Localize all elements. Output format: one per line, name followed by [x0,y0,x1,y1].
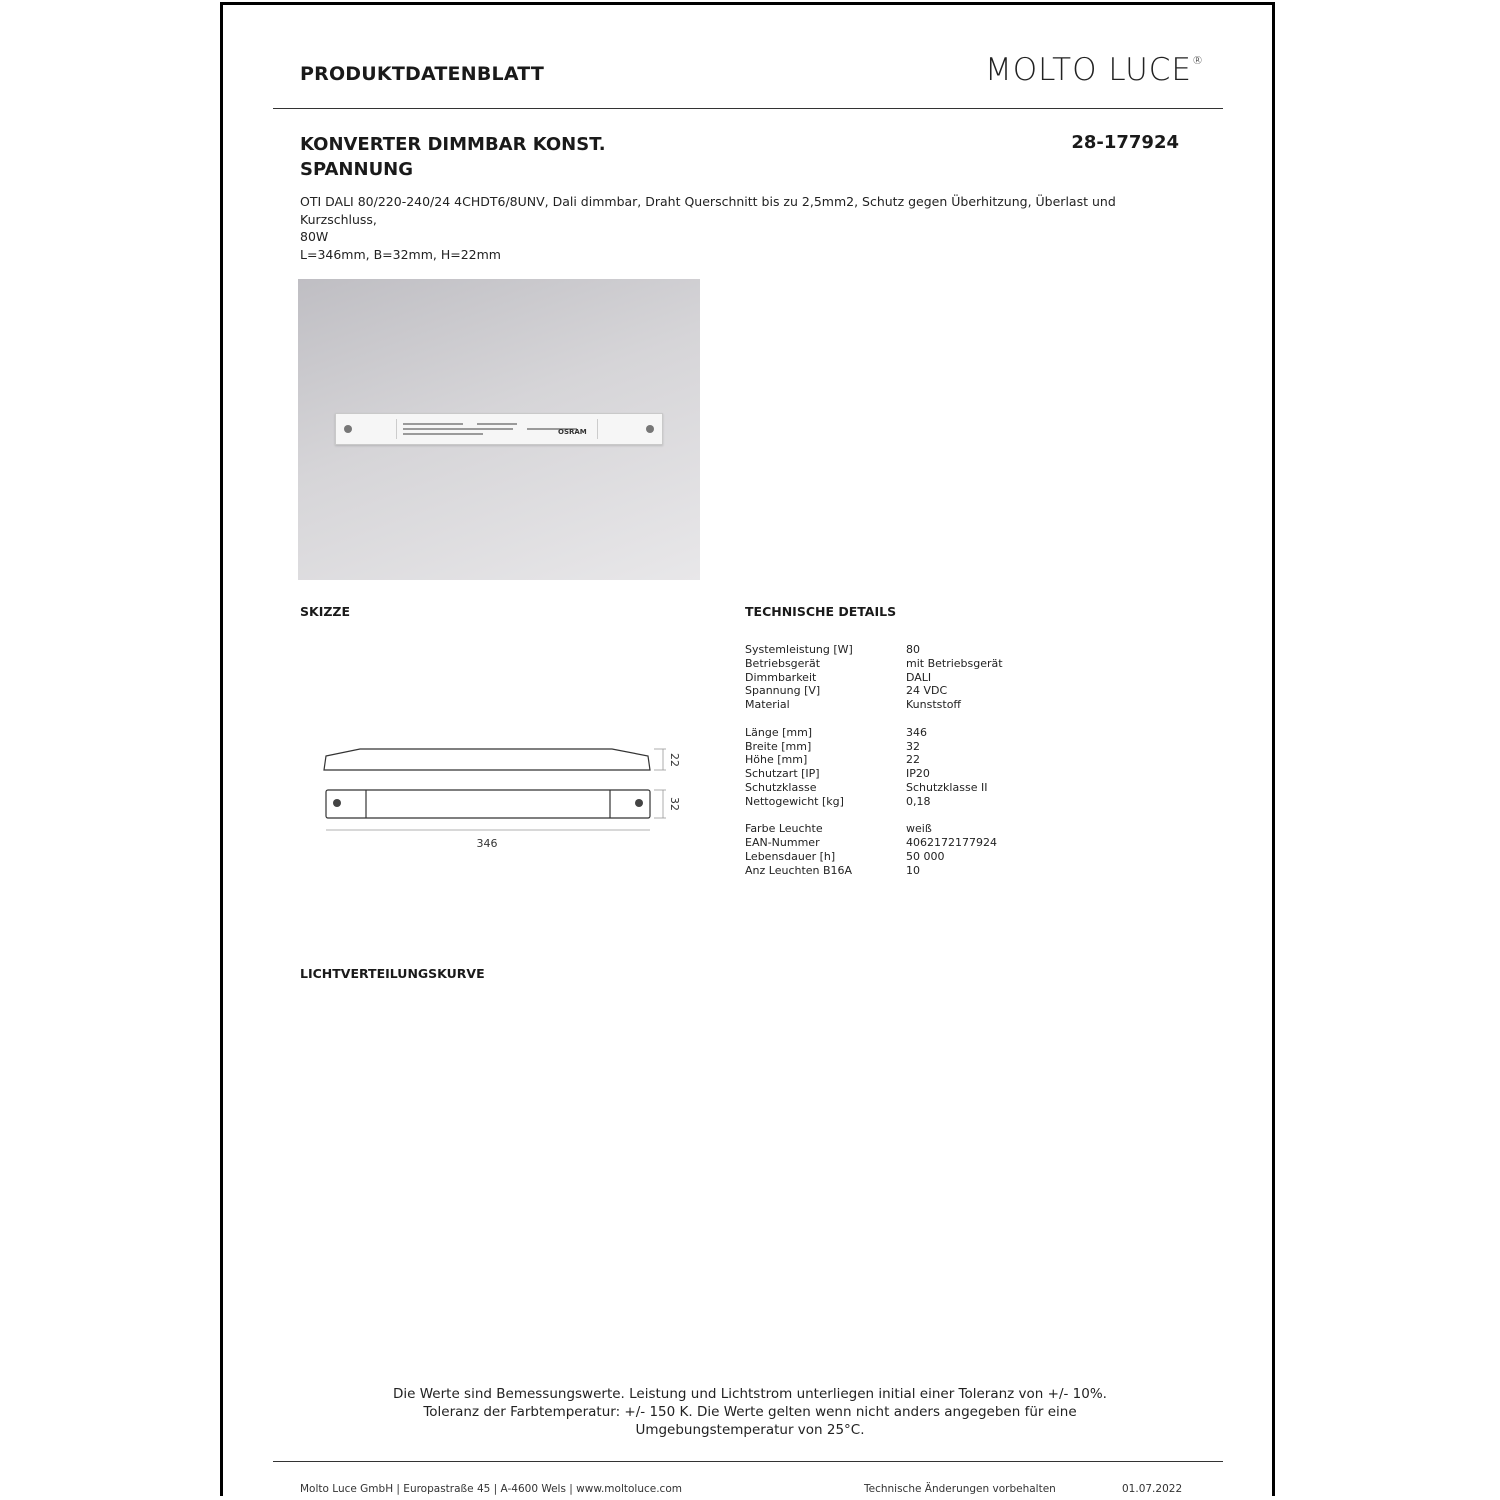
spec-label: Material [745,698,790,712]
document-title: PRODUKTDATENBLATT [300,63,545,85]
spec-label: Schutzklasse [745,780,817,794]
spec-value: 50 000 [906,849,945,863]
footer-date: 01.07.2022 [1122,1483,1183,1495]
product-title-line-2: SPANNUNG [300,159,414,180]
spec-label: Betriebsgerät [745,656,821,670]
spec-row [745,726,1003,740]
tech-details-table [745,643,1003,878]
spec-value: weiß [906,822,932,836]
width-dimension-label: 32 [668,797,681,811]
spec-label: Dimmbarkeit [745,670,817,684]
spec-value: 22 [906,753,920,767]
note-line-1: Die Werte sind Bemessungswerte. Leistung und Lichtstrom unterliegen initial einer Toleranz von +/- 10%. [393,1386,1107,1402]
light-curve-heading: LICHTVERTEILUNGSKURVE [300,966,485,981]
logo-text: MOLTO LUCE [985,52,1192,88]
spec-value: DALI [906,670,932,684]
spec-value: IP20 [906,767,930,781]
tolerance-note [300,1385,1200,1439]
spec-label: Lebensdauer [h] [745,849,836,863]
product-description [300,193,1180,263]
spec-row [745,795,1003,809]
spec-value: 0,18 [906,794,931,808]
product-title-line-1: KONVERTER DIMMBAR KONST. [300,134,606,155]
header-divider [273,108,1223,109]
footer-disclaimer: Technische Änderungen vorbehalten [864,1483,1056,1495]
spec-row [745,671,1003,685]
spec-row [745,864,1003,878]
product-code: 28-177924 [1071,132,1179,153]
mount-hole-right-icon [635,799,643,807]
description-line-2: 80W [300,229,329,244]
spec-value: 346 [906,725,927,739]
spec-value: Kunststoff [906,698,962,712]
spec-value: Schutzklasse II [906,780,988,794]
screw-hole-left-icon [344,425,352,433]
top-view-outline [326,790,650,818]
spec-label: Schutzart [IP] [745,767,820,781]
side-view-outline [324,749,650,770]
spec-row [745,740,1003,754]
spec-value: 80 [906,643,920,656]
footer-divider [273,1461,1223,1462]
spec-row [745,684,1003,698]
spec-label: Länge [mm] [745,725,813,739]
product-photo [298,279,700,580]
spec-value: 24 VDC [906,684,948,698]
spec-label: Spannung [V] [745,684,821,698]
spec-label: Systemleistung [W] [745,643,853,656]
length-dimension-label: 346 [476,837,498,850]
spec-row [745,767,1003,781]
sketch-heading: SKIZZE [300,604,351,619]
spec-label: Nettogewicht [kg] [745,794,844,808]
spec-row [745,836,1003,850]
note-line-2: Toleranz der Farbtemperatur: +/- 150 K. Die Werte gelten wenn nicht anders angegeben für eine [423,1404,1077,1420]
description-line-3: L=346mm, B=32mm, H=22mm [300,246,501,262]
height-dimension-label: 22 [668,753,681,767]
spec-row [745,643,1003,657]
spec-label: Anz Leuchten B16A [745,863,853,877]
driver-unit-image [335,413,663,445]
dimension-sketch [318,740,698,860]
spec-label: Breite [mm] [745,739,812,753]
brand-logo [985,52,1204,88]
spec-value: mit Betriebsgerät [906,656,1003,670]
spec-row [745,698,1003,712]
spec-row [745,657,1003,671]
tech-details-heading: TECHNISCHE DETAILS [745,604,897,619]
product-title [300,132,820,182]
note-line-3: Umgebungstemperatur von 25°C. [635,1422,865,1438]
spec-row [745,822,1003,836]
spec-row [745,753,1003,767]
description-line-1: OTI DALI 80/220-240/24 4CHDT6/8UNV, Dali dimmbar, Draht Querschnitt bis zu 2,5mm2, Schutz gegen Überhitzung, Überlast und Kurzschluss, [300,194,1116,227]
spec-row [745,850,1003,864]
spec-label: Farbe Leuchte [745,822,823,836]
driver-brand-mark: OSRAM [558,428,587,436]
footer-company: Molto Luce GmbH | Europastraße 45 | A-4600 Wels | www.moltoluce.com [300,1483,682,1495]
spec-label: EAN-Nummer [745,836,820,850]
registered-mark: ® [1192,54,1204,67]
spec-row [745,781,1003,795]
spec-label: Höhe [mm] [745,753,808,767]
screw-hole-right-icon [646,425,654,433]
mount-hole-left-icon [333,799,341,807]
spec-value: 32 [906,739,920,753]
spec-value: 10 [906,863,920,877]
spec-value: 4062172177924 [906,836,997,850]
